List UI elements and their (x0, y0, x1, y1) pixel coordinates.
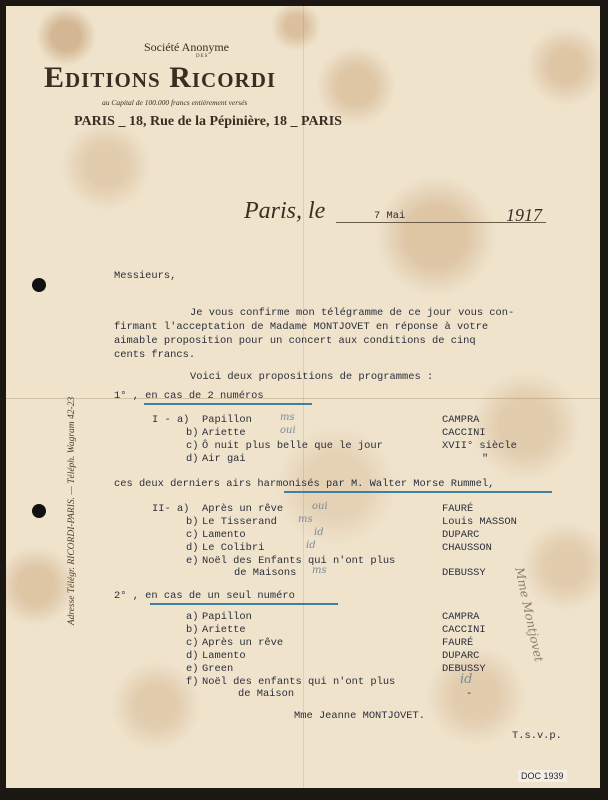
dateline-place: Paris, le (244, 198, 326, 224)
g2-title-1: Le Tisserand (202, 516, 277, 528)
g2-marker-1: b) (186, 516, 199, 528)
g3-title-5: Noël des enfants qui n'ont plus (202, 676, 396, 688)
g2-note-3: id (306, 540, 316, 551)
g3-marker-5: f) (186, 676, 199, 688)
g2-title-0: Après un rêve (202, 503, 284, 515)
g2-note-0: oui (312, 501, 328, 512)
g3-composer-0: CAMPRA (442, 611, 480, 623)
g2-composer-2: DUPARC (442, 529, 480, 541)
g3-title-0: Papillon (202, 611, 252, 623)
g1-title-2: Ô nuit plus belle que le jour (202, 440, 383, 452)
dateline-date: 7 Mai (374, 210, 406, 222)
g1-note-0: ms (280, 412, 295, 423)
g1-title-0: Papillon (202, 414, 252, 426)
body-line-3: aimable proposition pour un concert aux conditions de cinq (114, 335, 476, 347)
g2-note-5: ms (312, 565, 327, 576)
g3-marker-0: a) (186, 611, 199, 623)
g2-composer-1: Louis MASSON (442, 516, 517, 528)
g3-title-3: Lamento (202, 650, 246, 662)
g3-title-1: Ariette (202, 624, 246, 636)
g1-marker-0: I - a) (152, 414, 190, 426)
g3-marker-2: c) (186, 637, 199, 649)
option2-heading: 2° , en cas de un seul numéro (114, 590, 295, 602)
g2-composer-0: FAURÉ (442, 503, 474, 515)
g3-composer-3: DUPARC (442, 650, 480, 662)
option1-heading: 1° , en cas de 2 numéros (114, 390, 264, 402)
g2-marker-4: e) (186, 555, 199, 567)
g3-composer-6: - (466, 688, 473, 700)
dateline-year: 1917 (506, 205, 542, 225)
g1-title-3: Air gai (202, 453, 246, 465)
g3-title-6: de Maison (238, 688, 295, 700)
option1-underline (144, 403, 312, 405)
company-address: PARIS _ 18, Rue de la Pépinière, 18 _ PARIS (74, 114, 342, 129)
option2-underline (150, 603, 338, 605)
g1-title-1: Ariette (202, 427, 246, 439)
g3-marker-1: b) (186, 624, 199, 636)
g3-composer-4: DEBUSSY (442, 663, 486, 675)
g2-marker-2: c) (186, 529, 199, 541)
g2-composer-3: CHAUSSON (442, 542, 492, 554)
g1-note-1: oui (280, 425, 296, 436)
tsvp: T.s.v.p. (512, 730, 562, 742)
pencil-annotation: Mme Montjovet (512, 566, 547, 664)
harmonized-underline (284, 491, 552, 493)
g2-note-1: ms (298, 514, 313, 525)
g2-marker-0: II- a) (152, 503, 190, 515)
salutation: Messieurs, (114, 270, 177, 282)
g1-marker-1: b) (186, 427, 199, 439)
g3-title-2: Après un rêve (202, 637, 284, 649)
punch-hole-bottom (32, 504, 46, 518)
g3-marker-4: e) (186, 663, 199, 675)
g3-composer-5: id (460, 672, 473, 687)
company-type: Société Anonyme (144, 40, 229, 54)
doc-stamp: DOC 1939 (518, 770, 567, 782)
body-line-2: firmant l'acceptation de Madame MONTJOVET en réponse à votre (114, 321, 489, 333)
company-brand: Editions Ricordi (44, 61, 277, 94)
g2-title-3: Le Colibri (202, 542, 265, 554)
g2-title-5: de Maisons (234, 567, 297, 579)
g1-marker-3: d) (186, 453, 199, 465)
g1-marker-2: c) (186, 440, 199, 452)
g2-note-2: id (314, 527, 324, 538)
company-des: DES (196, 54, 209, 59)
g3-marker-3: d) (186, 650, 199, 662)
letter-page (6, 6, 600, 788)
harmonized-line: ces deux derniers airs harmonisés par M. Walter Morse Rummel, (114, 478, 495, 490)
g2-composer-5: DEBUSSY (442, 567, 486, 579)
g1-composer-3: " (482, 453, 489, 465)
signature: Mme Jeanne MONTJOVET. (294, 710, 425, 722)
program-intro: Voici deux propositions de programmes : (190, 371, 434, 383)
g3-composer-1: CACCINI (442, 624, 486, 636)
body-line-4: cents francs. (114, 349, 196, 361)
g2-title-2: Lamento (202, 529, 246, 541)
side-telegraph-text: Adresse Télégr. RICORDI-PARIS. — Téléph. Wagram 42-23 (67, 396, 77, 626)
punch-hole-top (32, 278, 46, 292)
g3-title-4: Green (202, 663, 234, 675)
company-capital: au Capital de 100.000 francs entièrement versés (102, 98, 248, 107)
g2-marker-3: d) (186, 542, 199, 554)
g1-composer-1: CACCINI (442, 427, 486, 439)
g2-title-4: Noël des Enfants qui n'ont plus (202, 555, 396, 567)
g1-composer-2: XVII° siècle (442, 440, 517, 452)
g1-composer-0: CAMPRA (442, 414, 480, 426)
g3-composer-2: FAURÉ (442, 637, 474, 649)
body-line-1: Je vous confirme mon télégramme de ce jour vous con- (190, 307, 515, 319)
